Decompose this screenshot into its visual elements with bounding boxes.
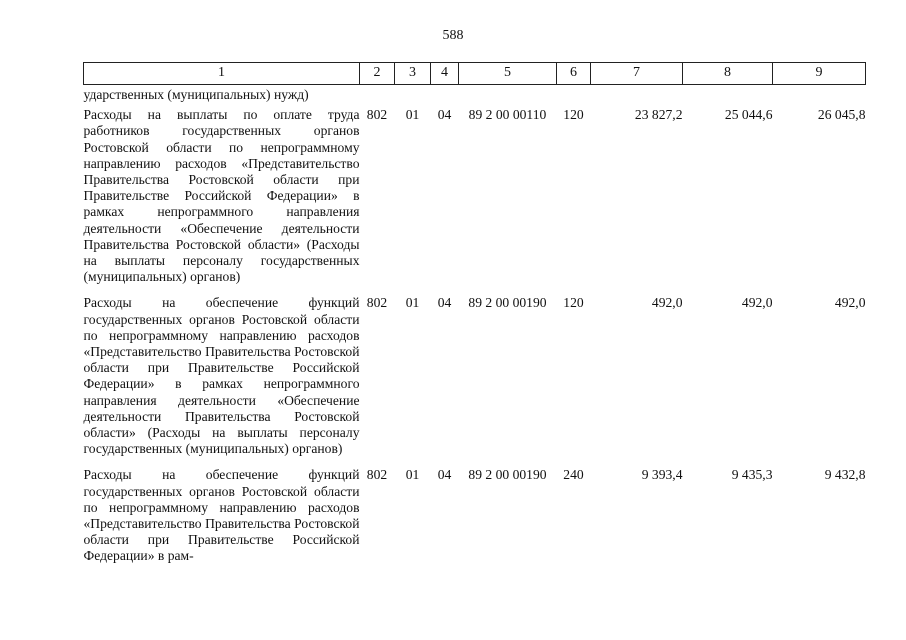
header-cell: 3 <box>395 63 431 85</box>
row-ministry: 802 <box>366 295 388 311</box>
row-amount-1: 23 827,2 <box>634 107 683 123</box>
row-description: Расходы на обеспечение функций государственных органов Ростовской области по непрограммному направлению расходов «Представительство Правительства Ростовской области при Правительстве Российской Федерации» в рам- <box>83 467 360 564</box>
row-ministry: 802 <box>366 107 388 123</box>
row-amount-1: 9 393,4 <box>641 467 683 483</box>
row-target-article: 89 2 00 00110 <box>468 107 547 123</box>
row-section: 01 <box>405 467 420 483</box>
continuation-row <box>84 85 866 108</box>
row-target-article: 89 2 00 00190 <box>468 295 547 311</box>
row-expense-type: 120 <box>563 107 584 123</box>
page-number: 588 <box>442 28 464 43</box>
row-subsection: 04 <box>437 107 452 123</box>
continuation-text: ударственных (муниципальных) нужд) <box>83 87 309 102</box>
header-cell: 6 <box>557 63 591 85</box>
row-target-article: 89 2 00 00190 <box>468 467 547 483</box>
table-row <box>84 467 866 574</box>
budget-table <box>83 62 866 575</box>
header-cell: 9 <box>773 63 866 85</box>
row-amount-3: 26 045,8 <box>817 107 866 123</box>
row-section: 01 <box>405 295 420 311</box>
header-cell: 1 <box>84 63 360 85</box>
row-amount-3: 492,0 <box>834 295 866 311</box>
row-subsection: 04 <box>437 467 452 483</box>
row-amount-2: 9 435,3 <box>731 467 773 483</box>
header-cell: 5 <box>459 63 557 85</box>
row-expense-type: 120 <box>563 295 584 311</box>
row-description: Расходы на выплаты по оплате труда работников государственных органов Ростовской области по непрограммному направлению расходов «Представительство Правительства Ростовской области при Правительстве Российской Федерации» в рамках непрограммного направления деятельности «Обеспечение деятельности Правительства Ростовской области» (Расходы на выплаты персоналу государственных (муниципальных) органов) <box>83 107 360 285</box>
row-description: Расходы на обеспечение функций государственных органов Ростовской области по непрограммному направлению расходов «Представительство Правительства Ростовской области при Правительстве Российской Федерации» в рамках непрограммного направления деятельности «Обеспечение деятельности Правительства Ростовской области» (Расходы на выплаты персоналу государственных (муниципальных) органов) <box>83 295 360 457</box>
row-section: 01 <box>405 107 420 123</box>
header-cell: 7 <box>591 63 683 85</box>
header-cell: 2 <box>360 63 395 85</box>
header-cell: 8 <box>683 63 773 85</box>
header-row <box>84 63 866 85</box>
row-amount-1: 492,0 <box>651 295 683 311</box>
row-amount-2: 25 044,6 <box>724 107 773 123</box>
table-row <box>84 107 866 295</box>
row-amount-2: 492,0 <box>741 295 773 311</box>
row-subsection: 04 <box>437 295 452 311</box>
row-expense-type: 240 <box>563 467 584 483</box>
row-ministry: 802 <box>366 467 388 483</box>
table-row <box>84 295 866 467</box>
header-cell: 4 <box>431 63 459 85</box>
row-amount-3: 9 432,8 <box>824 467 866 483</box>
